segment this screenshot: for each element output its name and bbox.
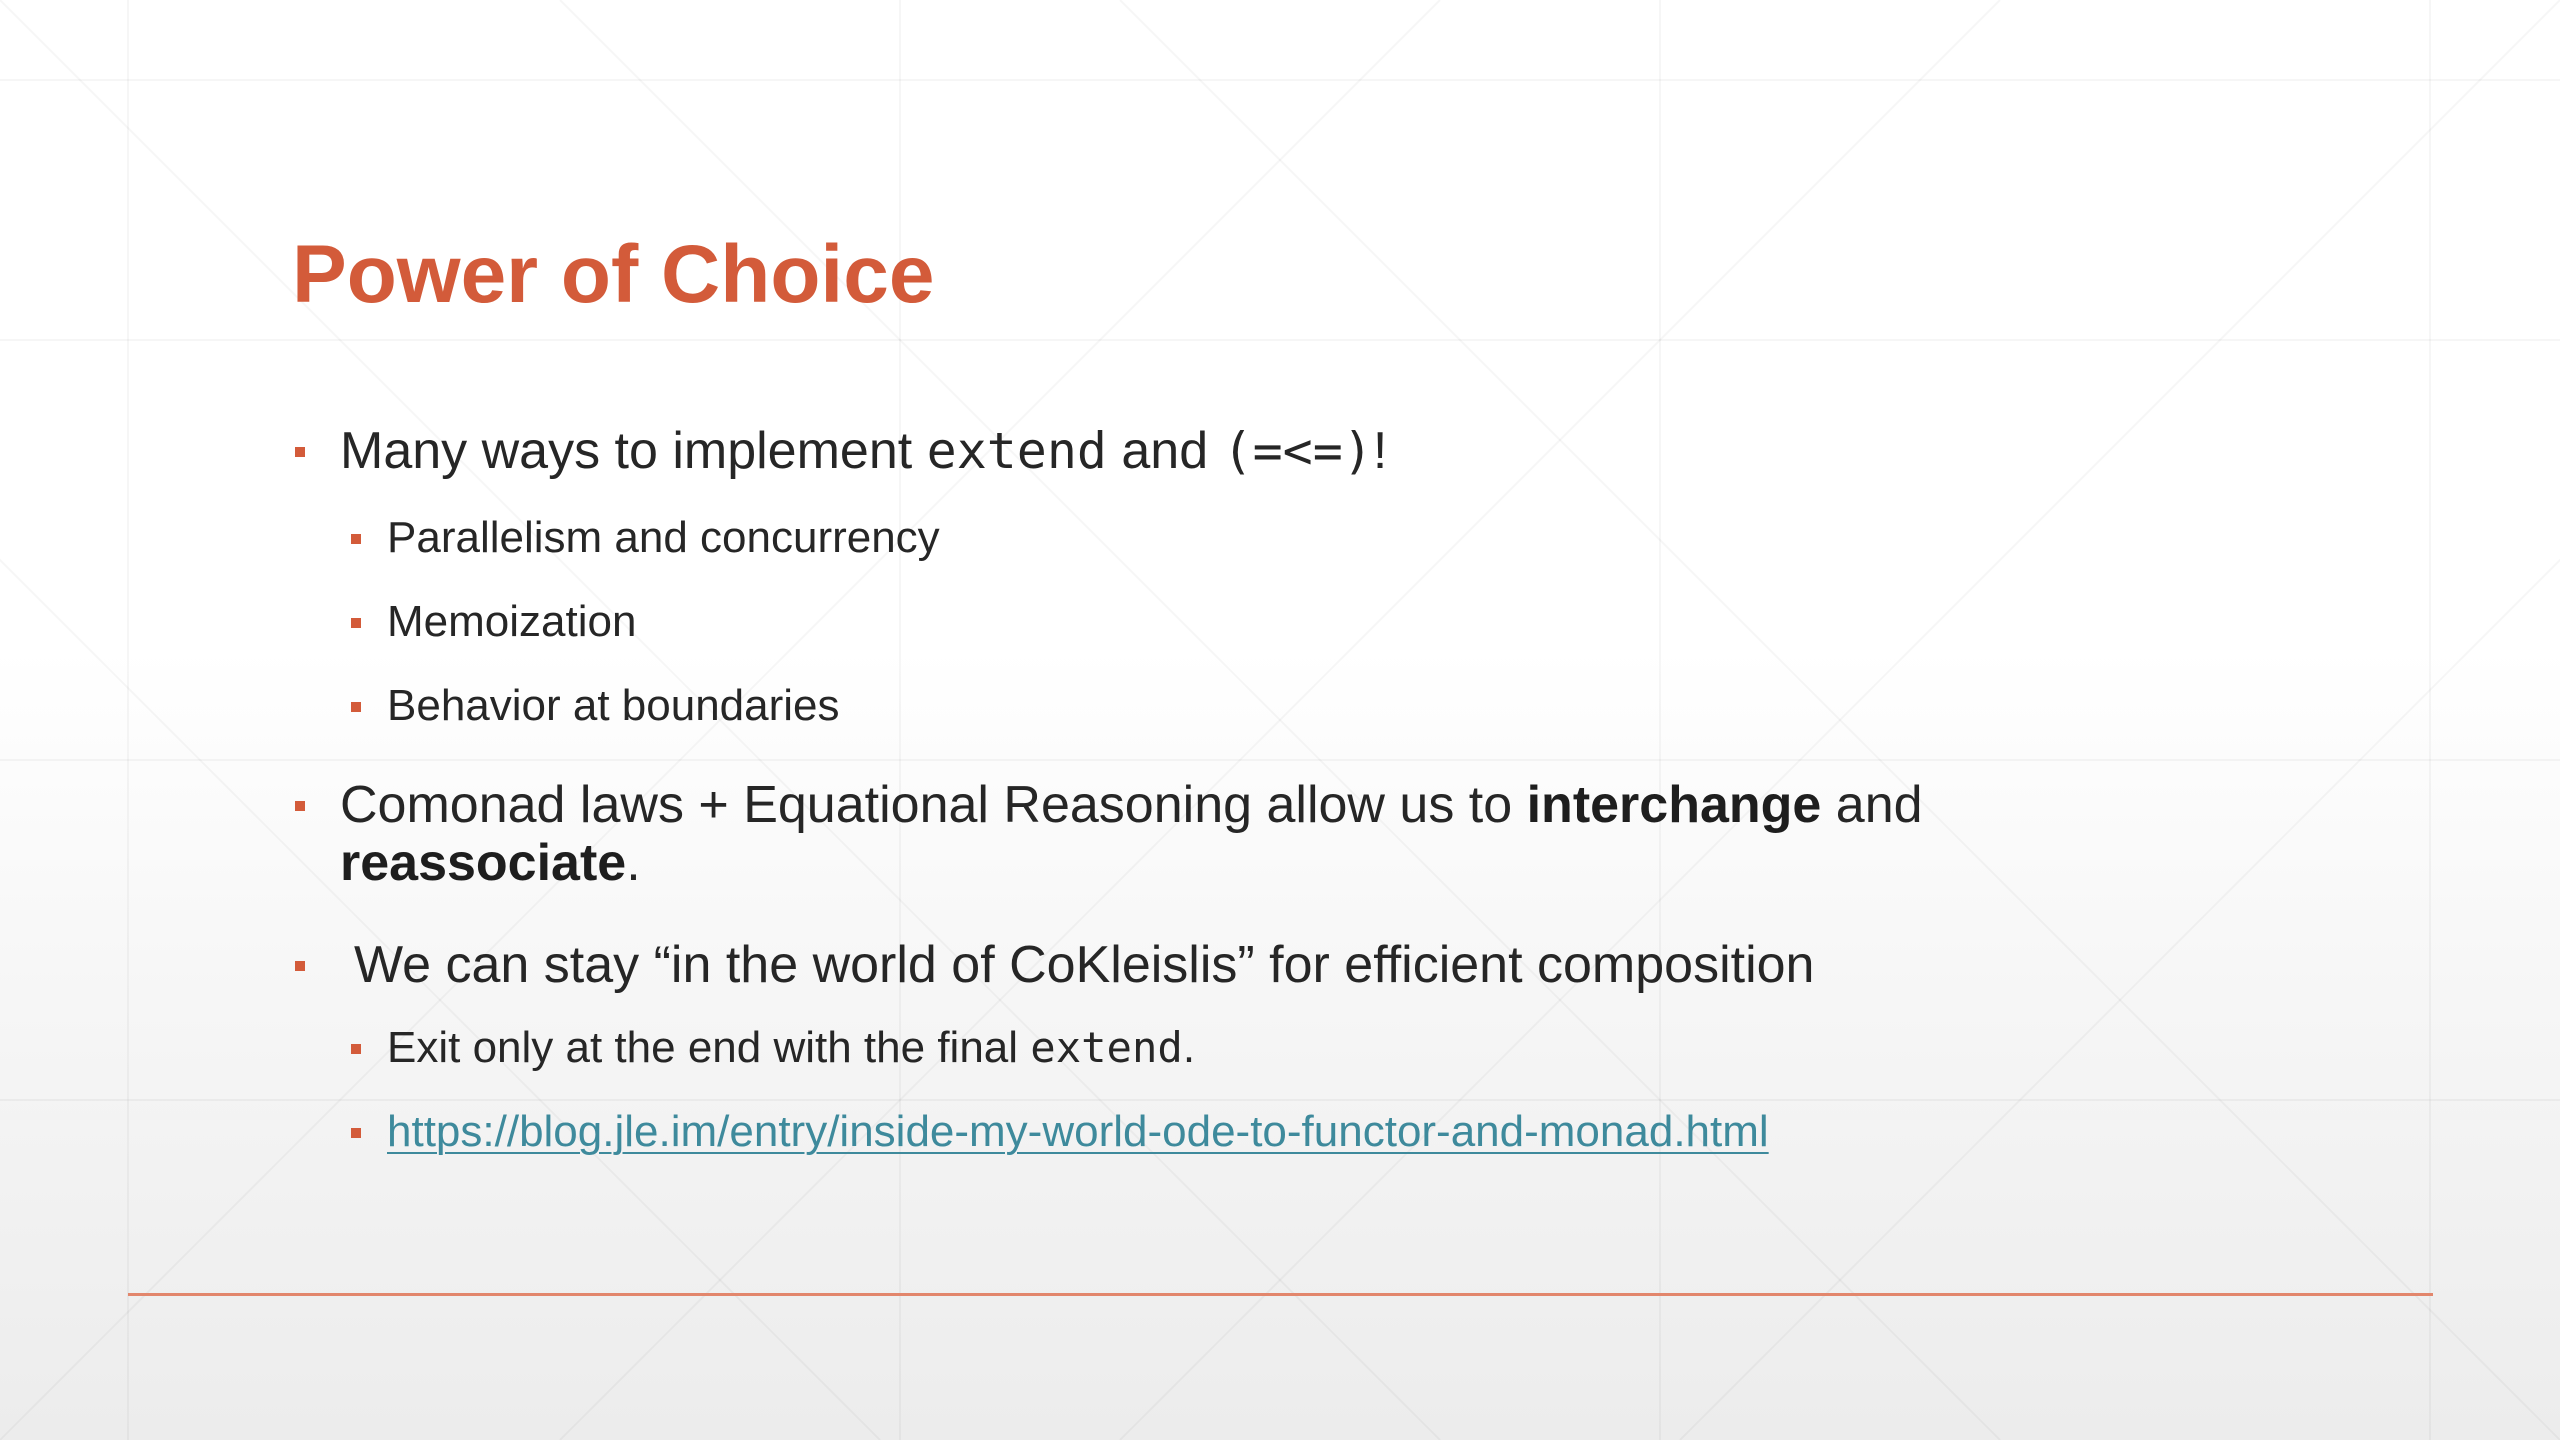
sub-bullet-link [292,1106,2092,1158]
sub-bullet-exit [292,1022,2092,1074]
code-extend: extend [1030,1023,1183,1072]
bullet-marker [351,618,361,628]
code-extend: extend [926,422,1107,480]
bullet-implement-extend [292,422,2092,480]
slide-title: Power of Choice [292,229,935,320]
bullet-marker [295,447,305,457]
sub-bullet-text: Memoization [387,597,637,646]
bullet-marker [351,702,361,712]
code-cokleisli-operator: (=<=) [1222,422,1373,480]
bullet-text: Many ways to implement [340,422,927,480]
bullet-text: and [1106,422,1223,480]
bullet-marker [295,801,305,811]
bullet-marker [295,961,305,971]
bullet-cokleislis [292,936,2092,994]
bullet-marker [351,534,361,544]
bullet-comonad-laws [292,776,2092,892]
bullet-text: . [626,834,641,892]
sub-bullet-text: Exit only at the end with the final [387,1023,1031,1072]
sub-bullet-memoization [292,596,2092,648]
bold-interchange: interchange [1526,776,1822,834]
sub-bullet-text: . [1182,1023,1196,1072]
bullet-marker [351,1128,361,1138]
bullet-text: and [1821,776,1923,834]
sub-bullet-text: Parallelism and concurrency [387,513,940,562]
bold-reassociate: reassociate [340,834,627,892]
footer-divider [128,1293,2433,1296]
blog-link[interactable]: https://blog.jle.im/entry/inside-my-world-ode-to-functor-and-monad.html [387,1107,1769,1156]
sub-bullet-boundaries [292,680,2092,732]
bullet-text: Comonad laws + Equational Reasoning allow us to [340,776,1527,834]
bullet-text: We can stay “in the world of CoKleislis” for efficient composition [354,936,1815,994]
bullet-marker [351,1044,361,1054]
bullet-list [292,410,2092,1158]
bullet-text: ! [1372,422,1388,480]
sub-bullet-text: Behavior at boundaries [387,681,840,730]
sub-bullet-parallelism [292,512,2092,564]
